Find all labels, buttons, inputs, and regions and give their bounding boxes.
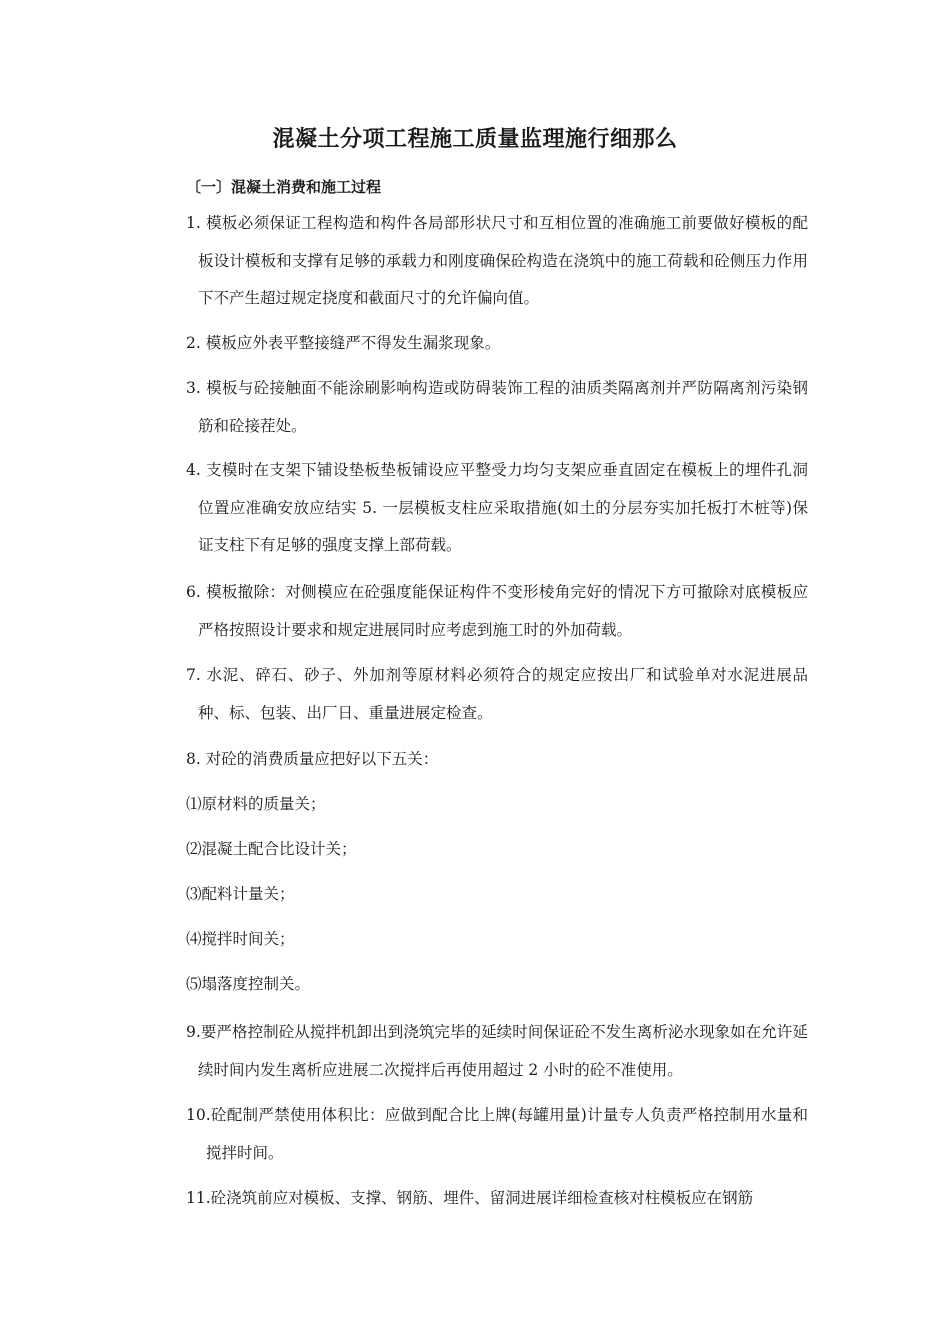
paragraph-item-6: 6. 模板撤除：对侧模应在砼强度能保证构件不变形棱角完好的情况下方可撤除对底模板应严格按照设计要求和规定进展同时应考虑到施工时的外加荷载。 (186, 583, 808, 639)
document-title: 混凝土分项工程施工质量监理施行细那么 (272, 127, 678, 152)
paragraph-item-1: 1. 模板必须保证工程构造和构件各局部形状尺寸和互相位置的准确施工前要做好模板的配板设计模板和支撑有足够的承载力和刚度确保砼构造在浇筑中的施工荷载和砼侧压力作用下不产生超过规定挠度和截面尺寸的允许偏向值。 (186, 214, 808, 307)
sub-item-1: ⑴原材料的质量关； (186, 795, 326, 813)
paragraph-item-7: 7. 水泥、碎石、砂子、外加剂等原材料必须符合的规定应按出厂和试验单对水泥进展品种、标、包装、出厂日、重量进展定检查。 (186, 666, 808, 722)
sub-item-5: ⑸塌落度控制关。 (186, 975, 311, 993)
paragraph-item-11: 11.砼浇筑前应对模板、支撑、钢筋、埋件、留洞进展详细检查核对柱模板应在钢筋 (186, 1189, 754, 1207)
paragraph-item-3: 3. 模板与砼接触面不能涂刷影响构造或防碍装饰工程的油质类隔离剂并严防隔离剂污染钢筋和砼接茬处。 (186, 379, 808, 435)
paragraph-item-9: 9.要严格控制砼从搅拌机卸出到浇筑完毕的延续时间保证砼不发生离析泌水现象如在允许延续时间内发生离析应进展二次搅拌后再使用超过 2 小时的砼不准使用。 (186, 1023, 808, 1079)
paragraph-item-4: 4. 支模时在支架下铺设垫板垫板铺设应平整受力均匀支架应垂直固定在模板上的埋件孔洞位置应准确安放应结实 5. 一层模板支柱应采取措施(如土的分层夯实加托板打木桩等)保证支柱下有足够的强度支撑上部荷载。 (186, 461, 808, 554)
paragraph-item-2: 2. 模板应外表平整接缝严不得发生漏浆现象。 (186, 334, 501, 352)
paragraph-item-8: 8. 对砼的消费质量应把好以下五关： (186, 750, 439, 768)
section-heading: 〔一〕混凝土消费和施工过程 (186, 178, 382, 196)
sub-item-3: ⑶配料计量关； (186, 885, 295, 903)
paragraph-item-10: 10.砼配制严禁使用体积比：应做到配合比上牌(每罐用量)计量专人负责严格控制用水量和搅拌时间。 (186, 1106, 808, 1162)
sub-item-2: ⑵混凝土配合比设计关； (186, 840, 357, 858)
sub-item-4: ⑷搅拌时间关； (186, 930, 295, 948)
